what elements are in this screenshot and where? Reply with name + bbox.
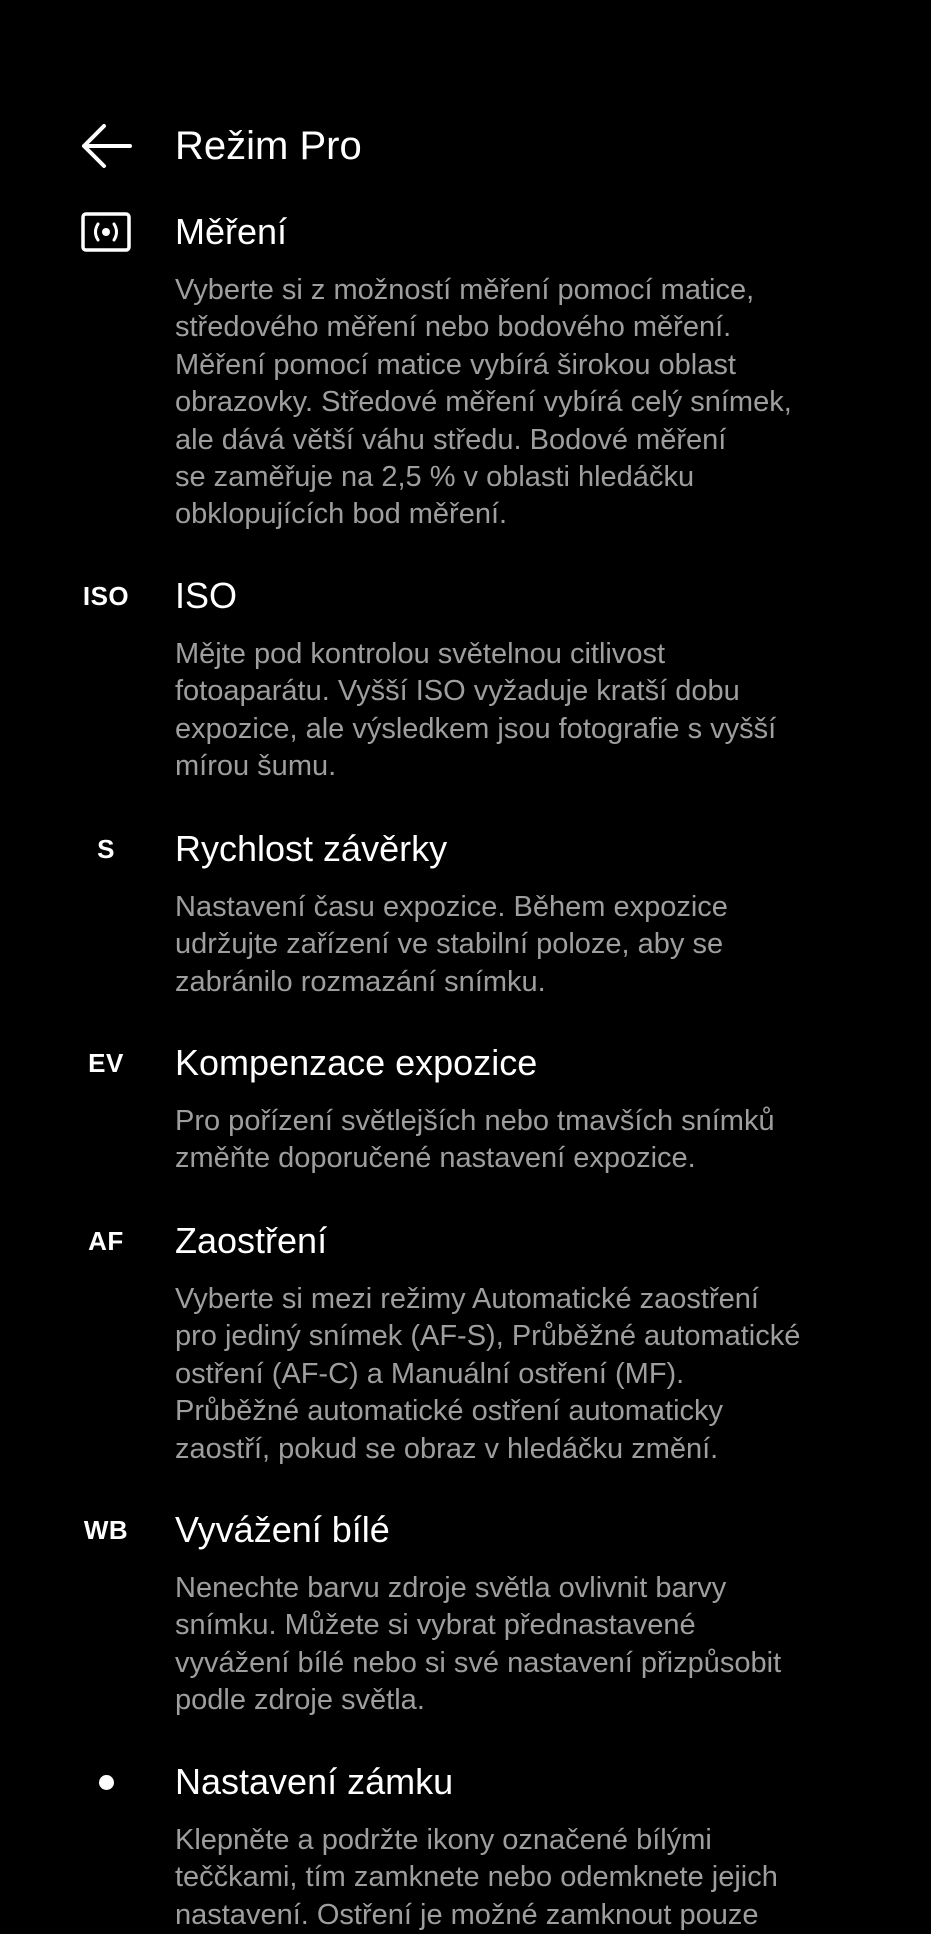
top-app-bar xyxy=(0,108,931,184)
help-item-title: Kompenzace expozice xyxy=(175,1042,538,1083)
help-item-description: Vyberte si z možností měření pomocí matice, středového měření nebo bodového měření. Měření pomocí matice vybírá širokou oblast obrazovky. Středové měření vybírá celý snímek, ale dává větší váhu středu. Bodové měření se zaměřuje na 2,5 % v oblasti hledáčku obklopujících bod měření. xyxy=(175,274,792,531)
help-item-description: Pro pořízení světlejších nebo tmavších snímků změňte doporučené nastavení expozice. xyxy=(175,1105,775,1175)
dot-icon xyxy=(76,1758,136,1806)
page-title: Režim Pro xyxy=(175,124,362,168)
help-item-title: Měření xyxy=(175,211,288,252)
metering-icon xyxy=(76,208,136,256)
autofocus-icon: AF xyxy=(88,1225,124,1256)
help-item-description: Klepněte a podržte ikony označené bílými teččkami, tím zamknete nebo odemknete jejich nastavení. Ostření je možné zamknout pouze xyxy=(175,1824,778,1931)
iso-icon: ISO xyxy=(82,580,130,611)
back-button[interactable] xyxy=(76,118,136,174)
help-item-description: Nenechte barvu zdroje světla ovlivnit barvy snímku. Můžete si vybrat přednastavené vyvážení bílé nebo si své nastavení přizpůsobit podle zdroje světla. xyxy=(175,1572,782,1717)
help-item-description: Vyberte si mezi režimy Automatické zaostření pro jediný snímek (AF-S), Průběžné automatické ostření (AF-C) a Manuální ostření (MF). Průběžné automatické ostření automaticky zaostří, pokud se obraz v hledáčku změní. xyxy=(175,1283,801,1465)
exposure-value-icon: EV xyxy=(88,1047,124,1078)
help-item-title: Nastavení zámku xyxy=(175,1761,454,1802)
help-item-title: Rychlost závěrky xyxy=(175,828,448,869)
help-item-description: Mějte pod kontrolou světelnou citlivost fotoaparátu. Vyšší ISO vyžaduje kratší dobu expozice, ale výsledkem jsou fotografie s vyšší mírou šumu. xyxy=(175,638,777,783)
arrow-left-icon xyxy=(80,122,132,170)
help-item-title: ISO xyxy=(175,575,238,616)
shutter-speed-icon: S xyxy=(97,833,115,864)
help-item-title: Zaostření xyxy=(175,1220,328,1261)
help-item-title: Vyvážení bílé xyxy=(175,1509,390,1550)
help-item-description: Nastavení času expozice. Během expozice udržujte zařízení ve stabilní poloze, aby se zabránilo rozmazání snímku. xyxy=(175,891,728,998)
white-balance-icon: WB xyxy=(83,1514,129,1545)
